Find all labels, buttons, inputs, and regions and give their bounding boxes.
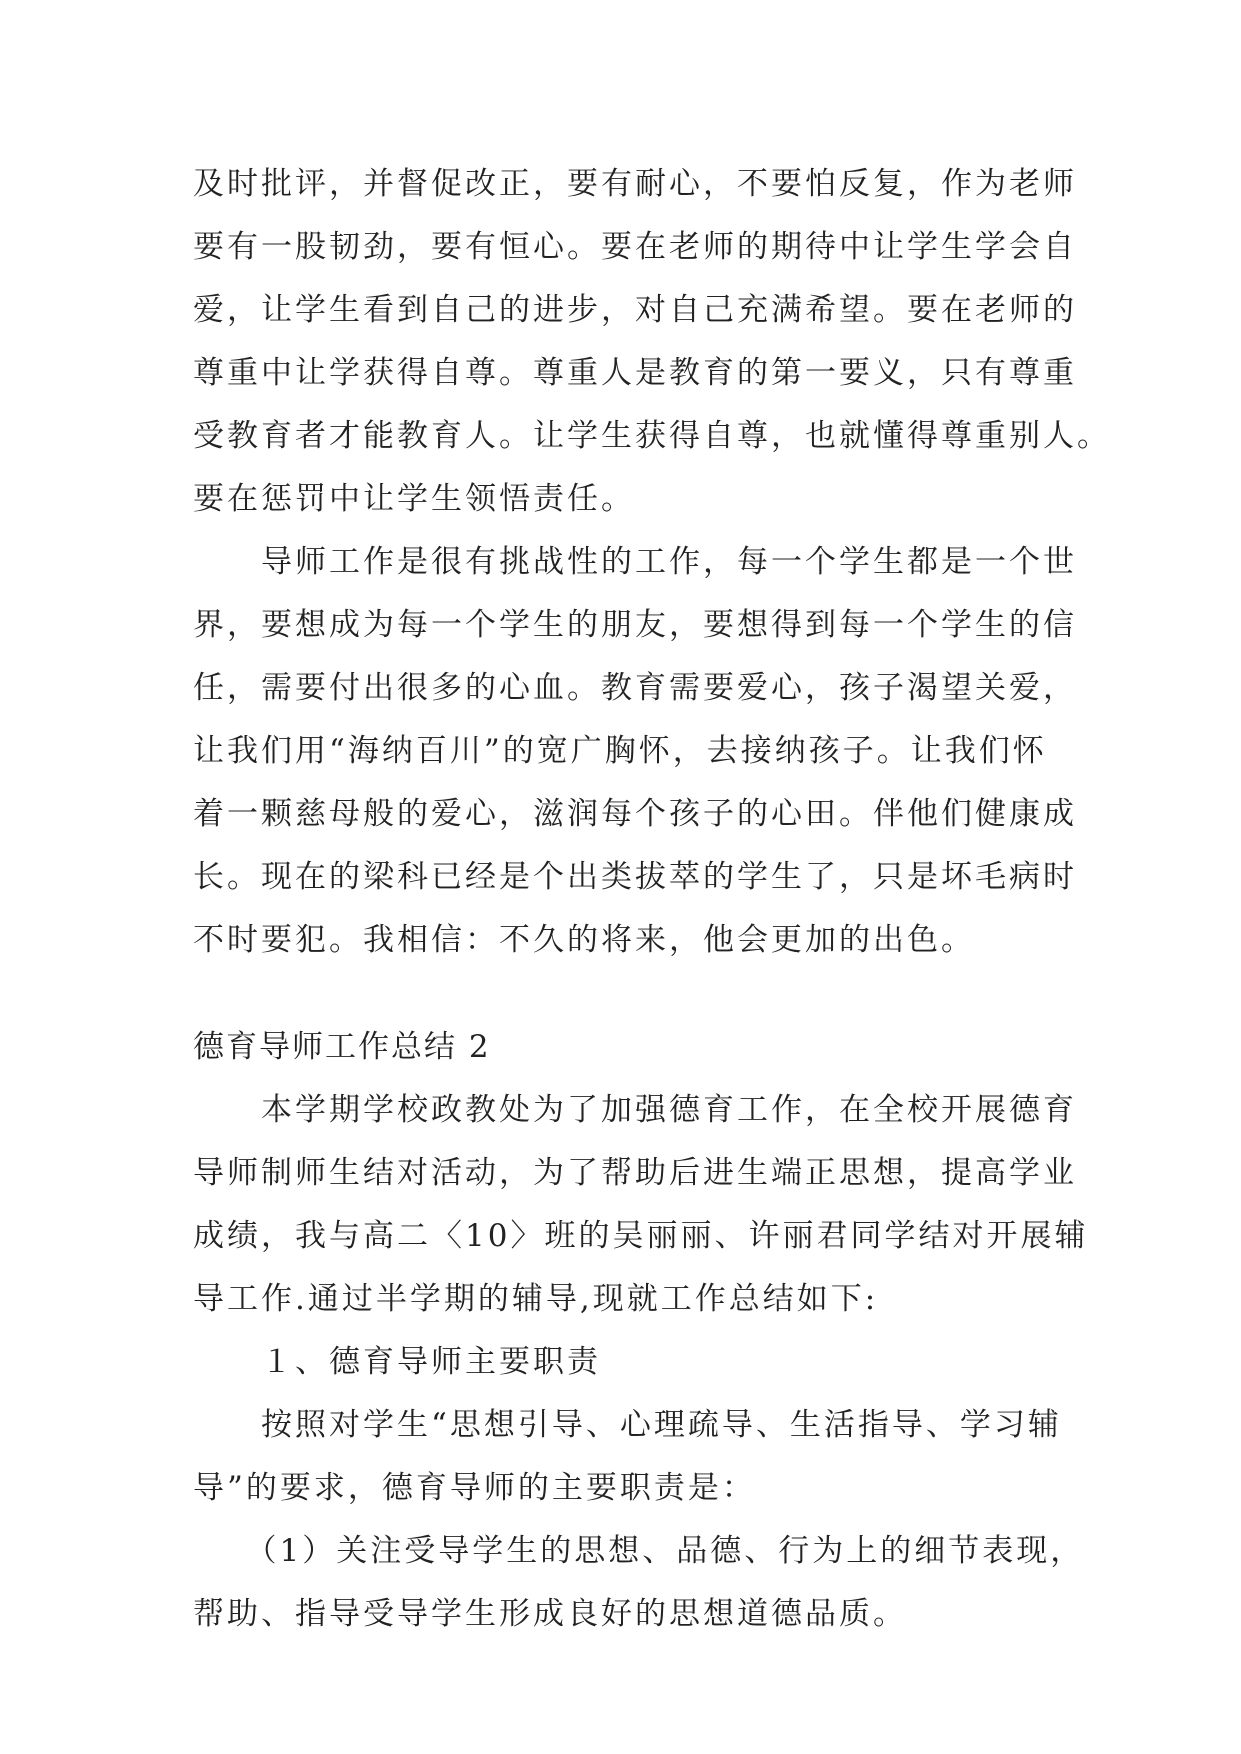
- text-line: 导”的要求，德育导师的主要职责是：: [193, 1470, 756, 1506]
- section-title: 德育导师工作总结 2: [193, 1029, 491, 1065]
- text-line: 导师工作是很有挑战性的工作，每一个学生都是一个世: [193, 544, 1077, 580]
- text-line: 帮助、指导受导学生形成良好的思想道德品质。: [193, 1596, 907, 1632]
- document-body: [193, 153, 1111, 1646]
- text-line: 界，要想成为每一个学生的朋友，要想得到每一个学生的信: [193, 607, 1077, 643]
- text-line: １、德育导师主要职责: [193, 1344, 601, 1380]
- text-line: 要在惩罚中让学生领悟责任。: [193, 481, 635, 517]
- section-spacer: [193, 972, 1073, 1016]
- text-line: 按照对学生“思想引导、心理疏导、生活指导、学习辅: [193, 1407, 1062, 1443]
- text-line: 本学期学校政教处为了加强德育工作，在全校开展德育: [193, 1092, 1077, 1128]
- text-line: 受教育者才能教育人。让学生获得自尊，也就懂得尊重别人。: [193, 418, 1111, 454]
- text-line: 要有一股韧劲，要有恒心。要在老师的期待中让学生学会自: [193, 229, 1077, 265]
- text-line: 不时要犯。我相信：不久的将来，他会更加的出色。: [193, 922, 975, 958]
- text-line: 尊重中让学获得自尊。尊重人是教育的第一要义，只有尊重: [193, 355, 1077, 391]
- text-line: 及时批评，并督促改正，要有耐心，不要怕反复，作为老师: [193, 166, 1077, 202]
- text-line: 导师制师生结对活动，为了帮助后进生端正思想，提高学业: [193, 1155, 1077, 1191]
- text-line: 让我们用“海纳百川”的宽广胸怀，去接纳孩子。让我们怀: [193, 733, 1047, 769]
- text-line: 导工作.通过半学期的辅导,现就工作总结如下:: [193, 1281, 879, 1317]
- text-line: 爱，让学生看到自己的进步，对自己充满希望。要在老师的: [193, 292, 1077, 328]
- text-line: 任，需要付出很多的心血。教育需要爱心，孩子渴望关爱，: [193, 670, 1077, 706]
- text-line: 着一颗慈母般的爱心，滋润每个孩子的心田。伴他们健康成: [193, 796, 1077, 832]
- text-line: （1）关注受导学生的思想、品德、行为上的细节表现，: [193, 1533, 1085, 1569]
- text-line: 长。现在的梁科已经是个出类拔萃的学生了，只是坏毛病时: [193, 859, 1077, 895]
- text-line: 成绩，我与高二〈10〉班的吴丽丽、许丽君同学结对开展辅: [193, 1218, 1089, 1254]
